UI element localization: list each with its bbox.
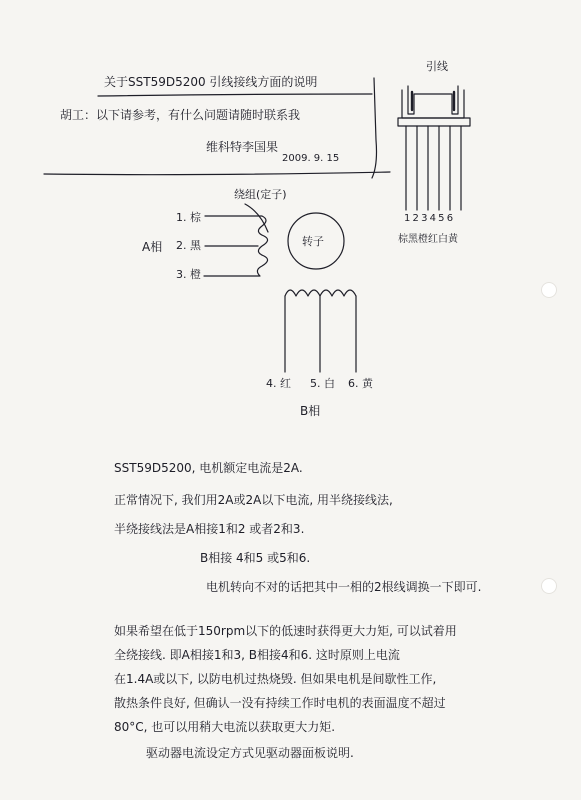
phase-b-coil [285, 290, 356, 372]
lead-b4: 4. 红 [266, 377, 291, 390]
lead-numbers: 1 2 3 4 5 6 [404, 213, 453, 224]
lead-b5: 5. 白 [310, 377, 335, 390]
phase-a-coil [204, 204, 268, 276]
body-line: 散热条件良好, 但确认一没有持续工作时电机的表面温度不超过 [114, 696, 446, 710]
note-line: 胡工：以下请参考，有什么问题请随时联系我 [60, 108, 301, 122]
body-line: 在1.4A或以下, 以防电机过热烧毁. 但如果电机是间歇性工作, [114, 672, 437, 686]
body-line: 80°C, 也可以用稍大电流以获取更大力矩. [114, 720, 336, 734]
header-frame-right [372, 78, 377, 178]
signature: 维科特李国果 [206, 140, 279, 154]
lead-connector-drawing [398, 86, 470, 210]
lead-b6: 6. 黄 [348, 377, 373, 390]
body-line: 全绕接线. 即A相接1和3, B相接4和6. 这时原则上电流 [114, 648, 400, 662]
body-line: 半绕接线法是A相接1和2 或者2和3. [114, 522, 305, 536]
date: 2009. 9. 15 [282, 153, 340, 164]
body-line: 电机转向不对的话把其中一相的2根线调换一下即可. [206, 580, 482, 594]
lead-a2: 2. 黑 [176, 239, 201, 252]
body-line: B相接 4和5 或5和6. [200, 551, 311, 565]
lead-title: 引线 [426, 60, 448, 73]
body-line: 驱动器电流设定方式见驱动器面板说明. [146, 746, 354, 760]
body-line: SST59D5200, 电机额定电流是2A. [114, 461, 303, 475]
document-title: 关于SST59D5200 引线接线方面的说明 [104, 75, 318, 89]
header-bottom-rule [44, 172, 390, 175]
lead-a1: 1. 棕 [176, 211, 201, 224]
lead-a3: 3. 橙 [176, 268, 201, 281]
body-line: 正常情况下, 我们用2A或2A以下电流, 用半绕接线法, [114, 493, 393, 507]
header-underline [98, 94, 372, 96]
body-line: 如果希望在低于150rpm以下的低速时获得更大力矩, 可以试着用 [114, 624, 457, 638]
winding-label: 绕组(定子) [234, 188, 287, 201]
lead-colors: 棕黑橙红白黄 [398, 234, 458, 245]
phase-a-label: A相 [142, 240, 163, 254]
phase-b-label: B相 [300, 404, 321, 418]
rotor-label: 转子 [302, 235, 324, 248]
